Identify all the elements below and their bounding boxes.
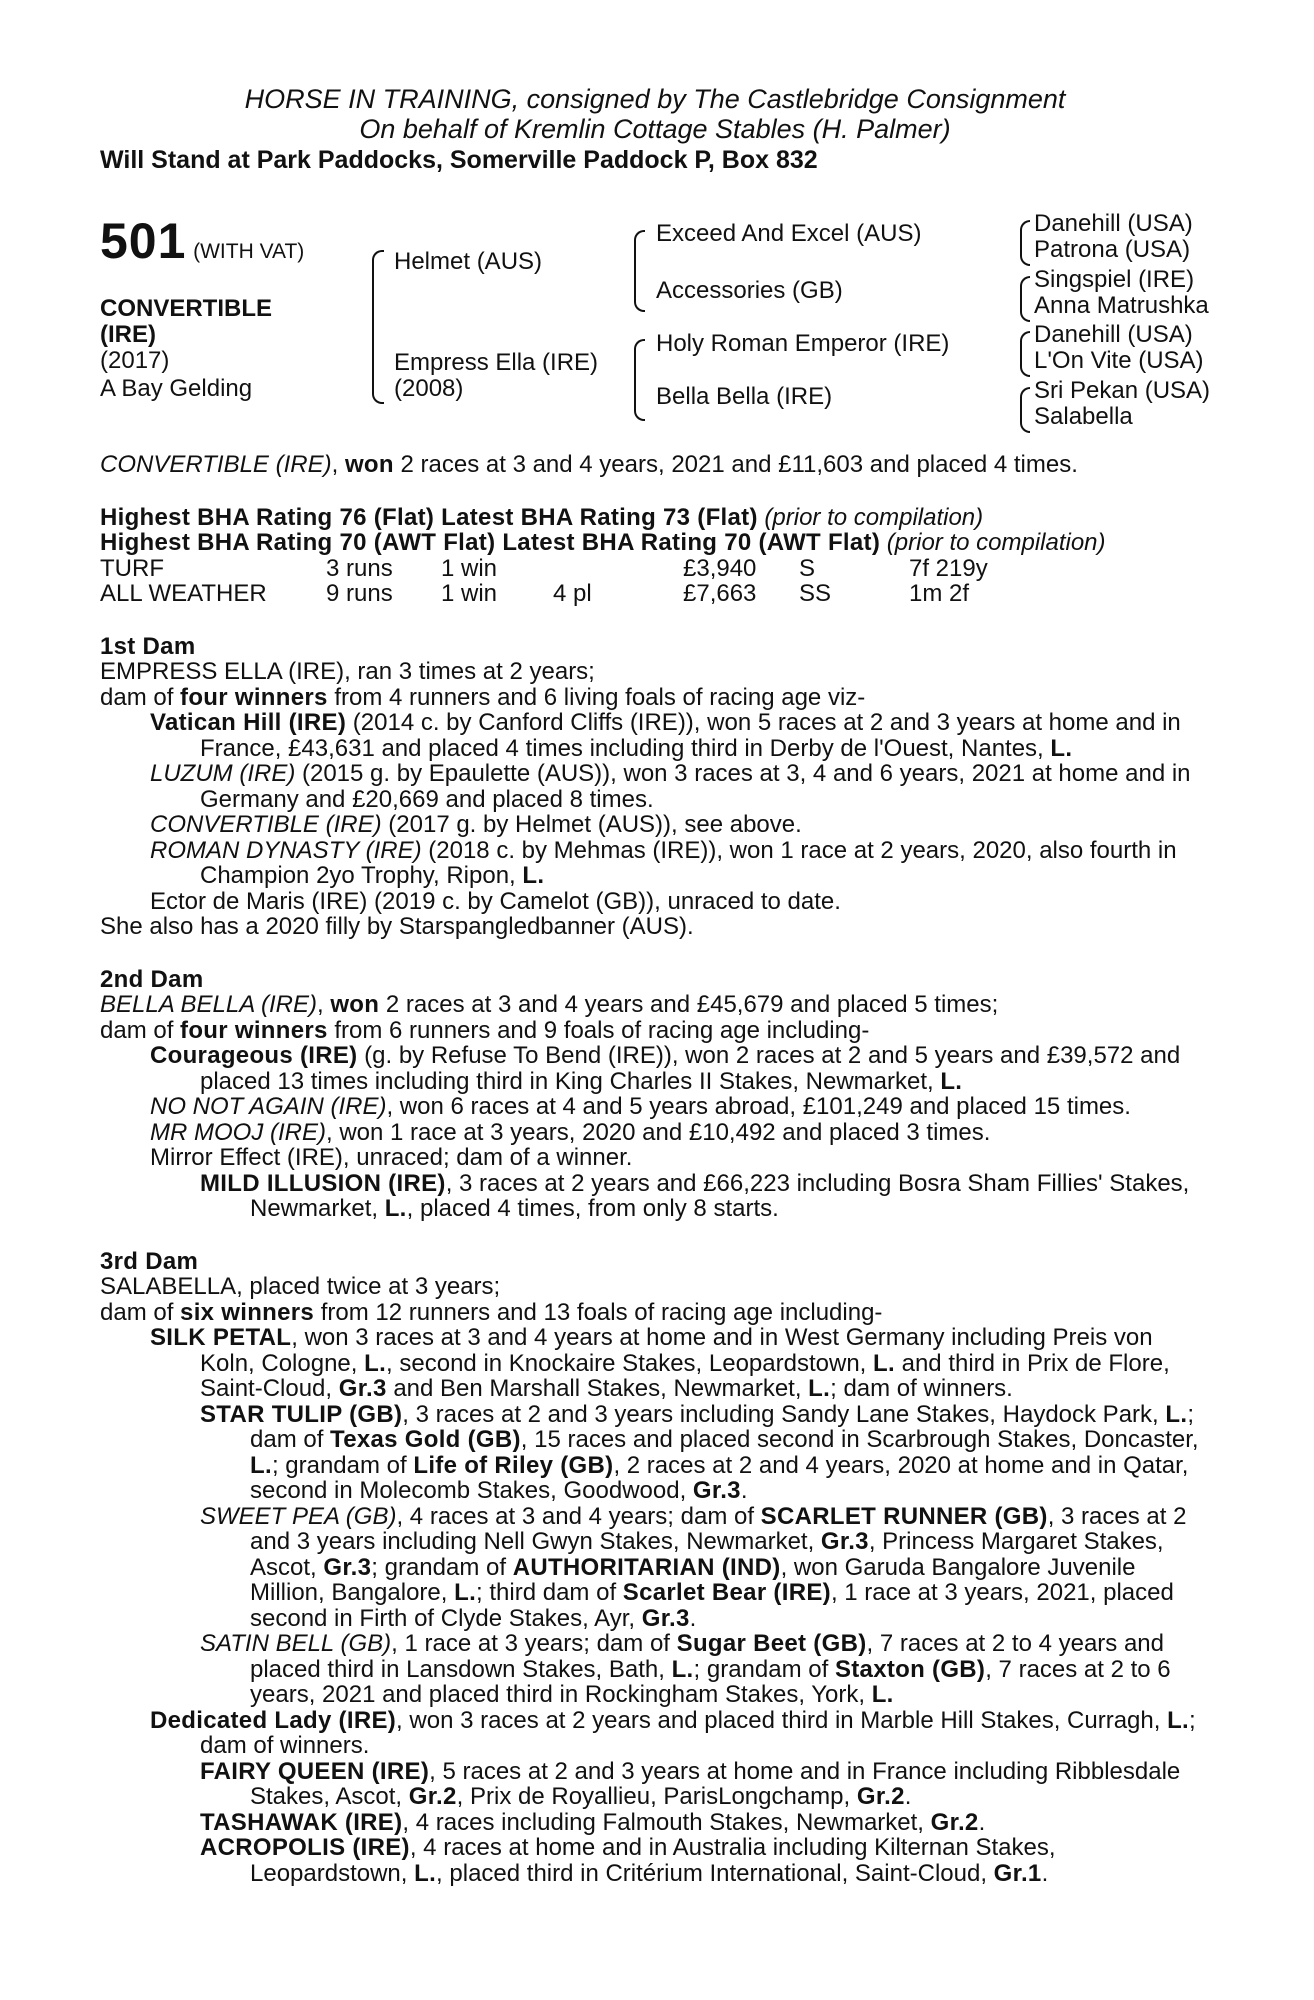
dam-intro: BELLA BELLA (IRE), won 2 races at 3 and 4 years and £45,679 and placed 5 times; (100, 991, 999, 1018)
list-item: ROMAN DYNASTY (IRE) (2018 c. by Mehmas (IRE)), won 1 race at 2 years, 2020, also fourth in Champion 2yo Trophy, Ripon, L. (150, 836, 1177, 889)
list-item: Dedicated Lady (IRE), won 3 races at 2 years and placed third in Marble Hill Stakes, Curragh, L.; dam of winners. (150, 1706, 1196, 1759)
dam-dam: Bella Bella (IRE) (656, 383, 833, 410)
dam-sire: Holy Roman Emperor (IRE) (656, 330, 950, 357)
gen3-brace-2 (1020, 276, 1030, 322)
race-record-table (100, 556, 988, 607)
gen3-3: Singspiel (IRE) (1034, 266, 1195, 293)
list-item: ACROPOLIS (IRE), 4 races at home and in Australia including Kilternan Stakes, Leopardstown, L., placed third in Critérium International, Saint-Cloud, Gr.1. (200, 1834, 1056, 1887)
gen3-brace-1 (1020, 220, 1030, 266)
list-item: Ector de Maris (IRE) (2019 c. by Camelot (GB)), unraced to date. (150, 887, 841, 915)
dam-name: Empress Ella (IRE) (394, 349, 599, 376)
dam-note: She also has a 2020 filly by Starspangledbanner (AUS). (100, 913, 694, 940)
vat-label: (WITH VAT) (193, 240, 305, 263)
sire-parents-brace (634, 230, 645, 312)
sire-dam-brace (372, 250, 384, 404)
list-item: MR MOOJ (IRE), won 1 race at 3 years, 2020 and £10,492 and placed 3 times. (150, 1118, 991, 1146)
horse-name-line2: (IRE) (100, 321, 156, 348)
list-item: Mirror Effect (IRE), unraced; dam of a winner. (150, 1144, 633, 1171)
second-dam-section (100, 967, 1210, 1222)
ratings-block (100, 505, 1210, 607)
lot-number: 501 (100, 213, 187, 269)
sire-name: Helmet (AUS) (394, 248, 543, 275)
gen3-brace-3 (1020, 331, 1030, 377)
list-item: SATIN BELL (GB), 1 race at 3 years; dam of Sugar Beet (GB), 7 races at 2 to 4 years and placed third in Lansdown Stakes, Bath, L.; grandam of Staxton (GB), 7 races at 2 to 6 years, 2021 and placed third in Rockingham Stakes, York, L. (200, 1630, 1171, 1708)
dam-year: (2008) (394, 375, 464, 402)
stand-location: Will Stand at Park Paddocks, Somerville Paddock P, Box 832 (100, 146, 818, 174)
list-item: Courageous (IRE) (g. by Refuse To Bend (IRE)), won 2 races at 2 and 5 years and £39,572 and placed 13 times including third in King Charles II Stakes, Newmarket, L. (150, 1042, 1181, 1095)
list-item: SILK PETAL, won 3 races at 3 and 4 years at home and in West Germany including Preis von Koln, Cologne, L., second in Knockaire Stakes, Leopardstown, L. and third in Prix de Flore, Saint-Cloud, Gr.3 and Ben Marshall Stakes, Newmarket, L.; dam of winners. (150, 1324, 1170, 1402)
first-dam-section (100, 634, 1210, 940)
gen3-4: Anna Matrushka (1034, 292, 1209, 319)
behalf-line: On behalf of Kremlin Cottage Stables (H. Palmer) (359, 114, 951, 144)
list-item: MILD ILLUSION (IRE), 3 races at 2 years and £66,223 including Bosra Sham Fillies' Stakes, Newmarket, L., placed 4 times, from only 8 starts. (200, 1169, 1190, 1222)
gen3-brace-4 (1020, 387, 1030, 433)
horse-name-line1: CONVERTIBLE (100, 295, 273, 322)
dam-parents-brace (634, 339, 645, 421)
list-item: FAIRY QUEEN (IRE), 5 races at 2 and 3 years at home and in France including Ribblesdale Stakes, Ascot, Gr.2, Prix de Royallieu, ParisLongchamp, Gr.2. (200, 1757, 1181, 1810)
sire-sire: Exceed And Excel (AUS) (656, 220, 922, 247)
horse-description: A Bay Gelding (100, 375, 253, 402)
consignor-line: HORSE IN TRAINING, consigned by The Castlebridge Consignment (244, 84, 1066, 114)
section-heading: 2nd Dam (100, 965, 204, 993)
list-item: CONVERTIBLE (IRE) (2017 g. by Helmet (AUS)), see above. (150, 811, 802, 838)
list-item: SWEET PEA (GB), 4 races at 3 and 4 years; dam of SCARLET RUNNER (GB), 3 races at 2 and 3 years including Nell Gwyn Stakes, Newmarket, Gr.3, Princess Margaret Stakes, Ascot, Gr.3; grandam of AUTHORITARIAN (IND), won Garuda Bangalore Juvenile Million, Bangalore, L.; third dam of Scarlet Bear (IRE), 1 race at 3 years, 2021, placed second in Firth of Clyde Stakes, Ayr, Gr.3. (200, 1502, 1187, 1632)
list-item: Vatican Hill (IRE) (2014 c. by Canford Cliffs (IRE)), won 5 races at 2 and 3 years at home and in France, £43,631 and placed 4 times including third in Derby de l'Ouest, Nantes, L. (150, 709, 1181, 762)
section-heading: 3rd Dam (100, 1247, 199, 1275)
gen3-5: Danehill (USA) (1034, 321, 1193, 348)
flat-rating: Highest BHA Rating 76 (Flat) Latest BHA Rating 73 (Flat) (prior to compilation) (100, 503, 984, 531)
lot-number-row (100, 215, 304, 267)
awt-rating: Highest BHA Rating 70 (AWT Flat) Latest BHA Rating 70 (AWT Flat) (prior to compilation) (100, 529, 1106, 556)
table-row: TURF 3 runs 1 win £3,940 S 7f 219y (100, 554, 988, 582)
dam-intro: SALABELLA, placed twice at 3 years; (100, 1273, 501, 1300)
dam-of-line: dam of four winners from 4 runners and 6 living foals of racing age viz- (100, 683, 866, 711)
gen3-6: L'On Vite (USA) (1034, 347, 1204, 374)
catalogue-body (100, 452, 1210, 1886)
dam-of-line: dam of four winners from 6 runners and 9 foals of racing age including- (100, 1016, 870, 1044)
pedigree-table (100, 210, 1211, 440)
list-item: STAR TULIP (GB), 3 races at 2 and 3 years including Sandy Lane Stakes, Haydock Park, L.; dam of Texas Gold (GB), 15 races and placed second in Scarbrough Stakes, Doncaster, L.; grandam of Life of Riley (GB), 2 races at 2 and 4 years, 2020 at home and in Qatar, second in Molecomb Stakes, Goodwood, Gr.3. (200, 1400, 1199, 1504)
third-dam-section (100, 1249, 1210, 1887)
table-row: ALL WEATHER 9 runs 1 win 4 pl £7,663 SS 1m 2f (100, 580, 970, 607)
dam-intro: EMPRESS ELLA (IRE), ran 3 times at 2 years; (100, 658, 595, 685)
list-item: TASHAWAK (IRE), 4 races including Falmouth Stakes, Newmarket, Gr.2. (200, 1808, 986, 1836)
gen3-1: Danehill (USA) (1034, 210, 1193, 237)
section-heading: 1st Dam (100, 632, 196, 660)
catalogue-page (100, 84, 1210, 1886)
list-item: LUZUM (IRE) (2015 g. by Epaulette (AUS)), won 3 races at 3, 4 and 6 years, 2021 at home and in Germany and £20,669 and placed 8 times. (150, 760, 1191, 813)
dam-of-line: dam of six winners from 12 runners and 13 foals of racing age including- (100, 1298, 883, 1326)
gen3-7: Sri Pekan (USA) (1034, 377, 1211, 404)
gen3-8: Salabella (1034, 403, 1133, 430)
list-item: NO NOT AGAIN (IRE), won 6 races at 4 and 5 years abroad, £101,249 and placed 15 times. (150, 1093, 1131, 1120)
sire-dam: Accessories (GB) (656, 277, 843, 304)
racing-summary: CONVERTIBLE (IRE), won 2 races at 3 and 4 years, 2021 and £11,603 and placed 4 times. (100, 451, 1078, 478)
foaling-year: (2017) (100, 347, 170, 374)
gen3-2: Patrona (USA) (1034, 236, 1191, 263)
